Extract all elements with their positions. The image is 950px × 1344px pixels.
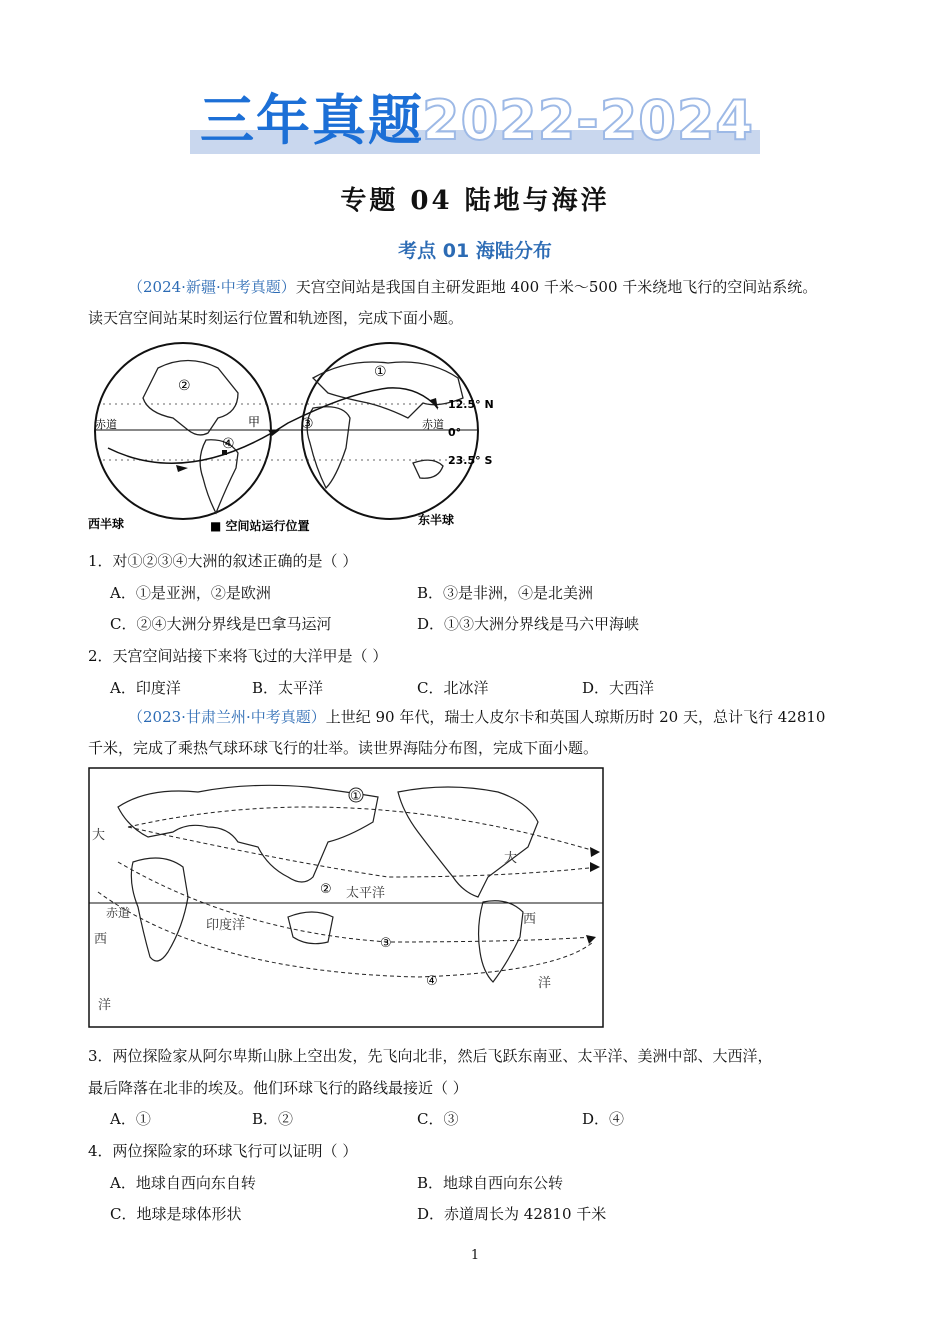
passage-1 [88, 272, 878, 334]
point-title: 考点 01 海陆分布 [398, 240, 552, 262]
passage-2 [88, 702, 878, 764]
label-equator: 赤道 [106, 906, 131, 920]
label-east-hemisphere: 东半球 [418, 513, 455, 527]
passage-2-source: （2023·甘肃兰州·中考真题） [128, 708, 326, 726]
q2-option-b[interactable]: B．太平洋 [252, 679, 324, 697]
label-atlantic-xi-right: 西 [523, 912, 537, 927]
q3-option-d[interactable]: D．④ [582, 1110, 625, 1128]
label-lat-south: 23.5° S [448, 454, 493, 467]
banner-title: 三年真题 [200, 89, 424, 152]
label-atlantic-da-right: 大 [504, 851, 518, 866]
q4-option-b[interactable]: B．地球自西向东公转 [417, 1174, 564, 1192]
q2-option-c[interactable]: C．北冰洋 [417, 679, 489, 697]
q1-option-b[interactable]: B．③是非洲，④是北美洲 [417, 584, 594, 602]
hemispheres-map [88, 338, 498, 534]
label-n3: ③ [301, 416, 314, 432]
passage-1-line2: 读天宫空间站某时刻运行位置和轨迹图，完成下面小题。 [88, 309, 464, 327]
question-3-line2: 最后降落在北非的埃及。他们环球飞行的路线最接近（ ） [88, 1079, 468, 1097]
route-1-label: ① [350, 789, 362, 804]
label-atlantic-yang-right: 洋 [538, 976, 552, 991]
label-atlantic-xi-left: 西 [94, 932, 108, 947]
passage-1-line1: 天宫空间站是我国自主研发距地 400 千米～500 千米绕地飞行的空间站系统。 [295, 278, 818, 296]
label-n1: ① [374, 364, 387, 380]
label-pacific-ocean: 太平洋 [346, 886, 386, 901]
label-atlantic-yang-left: 洋 [98, 998, 112, 1013]
q3-option-c[interactable]: C．③ [417, 1110, 459, 1128]
topic-title: 专题 04 陆地与海洋 [340, 186, 610, 216]
label-jia: 甲 [248, 415, 261, 429]
label-legend: ■ 空间站运行位置 [210, 519, 310, 533]
q1-option-a[interactable]: A．①是亚洲，②是欧洲 [110, 584, 271, 602]
label-equator-left: 赤道 [95, 418, 117, 431]
q3-option-a[interactable]: A．① [110, 1110, 151, 1128]
world-map [88, 767, 604, 1028]
label-atlantic-da-left: 大 [92, 828, 106, 843]
q4-option-d[interactable]: D．赤道周长为 42810 千米 [417, 1205, 607, 1223]
route-2-label: ② [320, 882, 332, 897]
q4-option-c[interactable]: C．地球是球体形状 [110, 1205, 242, 1223]
q3-option-b[interactable]: B．② [252, 1110, 294, 1128]
passage-1-source: （2024·新疆·中考真题） [128, 278, 296, 296]
western-hemisphere-outline [95, 343, 271, 519]
question-4: 4．两位探险家的环球飞行可以证明（ ） [88, 1142, 358, 1160]
label-west-hemisphere: 西半球 [88, 517, 125, 531]
q2-option-d[interactable]: D．大西洋 [582, 679, 655, 697]
question-2: 2．天宫空间站接下来将飞过的大洋甲是（ ） [88, 647, 388, 665]
passage-2-line1: 上世纪 90 年代，瑞士人皮尔卡和英国人琼斯历时 20 天，总计飞行 42810 [325, 708, 826, 726]
page-number: 1 [470, 1248, 480, 1263]
question-3-line1: 3．两位探险家从阿尔卑斯山脉上空出发，先飞向北非，然后飞跃东南亚、太平洋、美洲中部、大西洋， [88, 1047, 773, 1065]
q1-option-d[interactable]: D．①③大洲分界线是马六甲海峡 [417, 615, 640, 633]
banner-years: 2022-2024 [422, 89, 754, 152]
route-4-label: ④ [426, 974, 438, 989]
label-n2: ② [178, 378, 191, 394]
q2-option-a[interactable]: A．印度洋 [110, 679, 181, 697]
passage-2-line2: 千米，完成了乘热气球环球飞行的壮举。读世界海陆分布图，完成下面小题。 [88, 739, 599, 757]
label-lat-north: 12.5° N [448, 398, 494, 411]
label-n4: ④ [222, 436, 235, 452]
q1-option-c[interactable]: C．②④大洲分界线是巴拿马运河 [110, 615, 332, 633]
label-indian-ocean: 印度洋 [206, 918, 246, 933]
question-1: 1．对①②③④大洲的叙述正确的是（ ） [88, 552, 358, 570]
q4-option-a[interactable]: A．地球自西向东自转 [110, 1174, 256, 1192]
route-3-label: ③ [380, 936, 392, 951]
label-equator-right: 赤道 [422, 418, 444, 431]
label-lat-zero: 0° [448, 426, 462, 439]
